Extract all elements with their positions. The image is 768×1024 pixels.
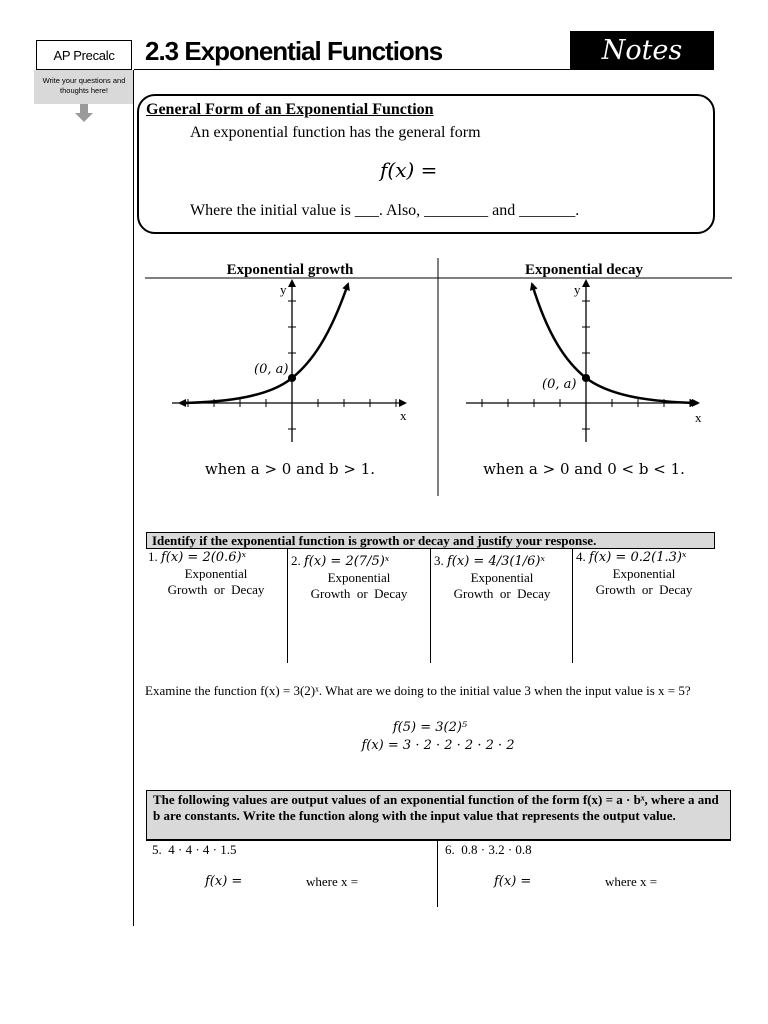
output-5-where-label: where x = (306, 874, 359, 889)
decay-title: Exponential decay (525, 262, 643, 278)
general-form-heading: General Form of an Exponential Function (146, 101, 434, 118)
growth-y-label: y (280, 282, 287, 297)
problem-label: Exponential (612, 566, 676, 581)
identify-problem-3 (434, 553, 570, 602)
problem-number: 3. (434, 553, 444, 568)
problem-number: 4. (576, 549, 586, 564)
general-form-formula: f(x) = (380, 158, 438, 182)
examine-prompt: Examine the function f(x) = 3(2)ˣ. What are we doing to the initial value 3 when the input value is x = 5? (145, 683, 691, 698)
identify-problem-1 (148, 549, 284, 598)
identify-problem-4 (576, 549, 712, 598)
identify-divider-2 (430, 549, 431, 663)
output-header-rule (146, 840, 731, 841)
output-6-where-label: where x = (605, 874, 658, 889)
decay-curve-left (532, 284, 586, 378)
growth-axes (172, 281, 405, 442)
exponential-graphs (140, 256, 740, 501)
problem-label: Exponential (184, 566, 248, 581)
output-5-f-label: f(x) = (205, 874, 243, 889)
problem-function: f(x) = 4/3(1/6)ˣ (447, 554, 546, 569)
decay-curve-right (586, 378, 698, 403)
problem-function: f(x) = 2(0.6)ˣ (161, 550, 247, 565)
notes-badge: Notes (570, 31, 714, 70)
problem-choices: Growth or Decay (167, 582, 265, 597)
problem-label: Exponential (470, 570, 534, 585)
decay-point-label: (0, a) (542, 377, 577, 392)
decay-y-label: y (574, 282, 581, 297)
arrow-down-icon (74, 104, 94, 124)
problem-choices: Growth or Decay (453, 586, 551, 601)
problem-number: 2. (291, 553, 301, 568)
growth-x-label: x (400, 408, 407, 423)
problem-expression: 0.8 · 3.2 · 0.8 (461, 842, 532, 857)
general-form-intro: An exponential function has the general form (190, 124, 481, 141)
growth-condition: when a > 0 and b > 1. (204, 460, 376, 478)
decay-axes (466, 281, 696, 442)
problem-expression: 4 · 4 · 4 · 1.5 (168, 842, 237, 857)
decay-intercept-point (582, 374, 590, 382)
examine-equation-2: f(x) = 3 · 2 · 2 · 2 · 2 · 2 (361, 738, 515, 753)
page-title: 2.3 Exponential Functions (145, 36, 443, 66)
identify-divider-1 (287, 549, 288, 663)
course-tag: AP Precalc (36, 40, 132, 70)
problem-label: Exponential (327, 570, 391, 585)
problem-function: f(x) = 2(7/5)ˣ (304, 554, 390, 569)
problem-number: 5. (152, 842, 162, 857)
growth-intercept-point (288, 374, 296, 382)
margin-divider (133, 70, 134, 926)
general-form-conditions: Where the initial value is ___. Also, ________ and _______. (190, 202, 580, 219)
output-divider (437, 840, 438, 907)
growth-point-label: (0, a) (254, 362, 289, 377)
growth-curve (182, 284, 348, 403)
output-problem-5 (152, 842, 237, 858)
problem-number: 6. (445, 842, 455, 857)
examine-equation-1: f(5) = 3(2)⁵ (392, 720, 468, 735)
decay-x-label: x (695, 410, 702, 425)
output-6-f-label: f(x) = (494, 874, 532, 889)
margin-note: Write your questions and thoughts here! (34, 70, 134, 104)
output-values-header: The following values are output values of an exponential function of the form f(x) = a · bˣ, where a and b are constants. Write the function along with the input value that represents the output value. (146, 790, 731, 840)
problem-function: f(x) = 0.2(1.3)ˣ (589, 550, 687, 565)
output-problem-6 (445, 842, 532, 858)
growth-title: Exponential growth (226, 262, 354, 278)
identify-header: Identify if the exponential function is growth or decay and justify your response. (146, 532, 715, 549)
identify-problem-2 (291, 553, 427, 602)
decay-condition: when a > 0 and 0 < b < 1. (483, 460, 685, 478)
problem-number: 1. (148, 549, 158, 564)
identify-divider-3 (572, 549, 573, 663)
problem-choices: Growth or Decay (310, 586, 408, 601)
problem-choices: Growth or Decay (595, 582, 693, 597)
